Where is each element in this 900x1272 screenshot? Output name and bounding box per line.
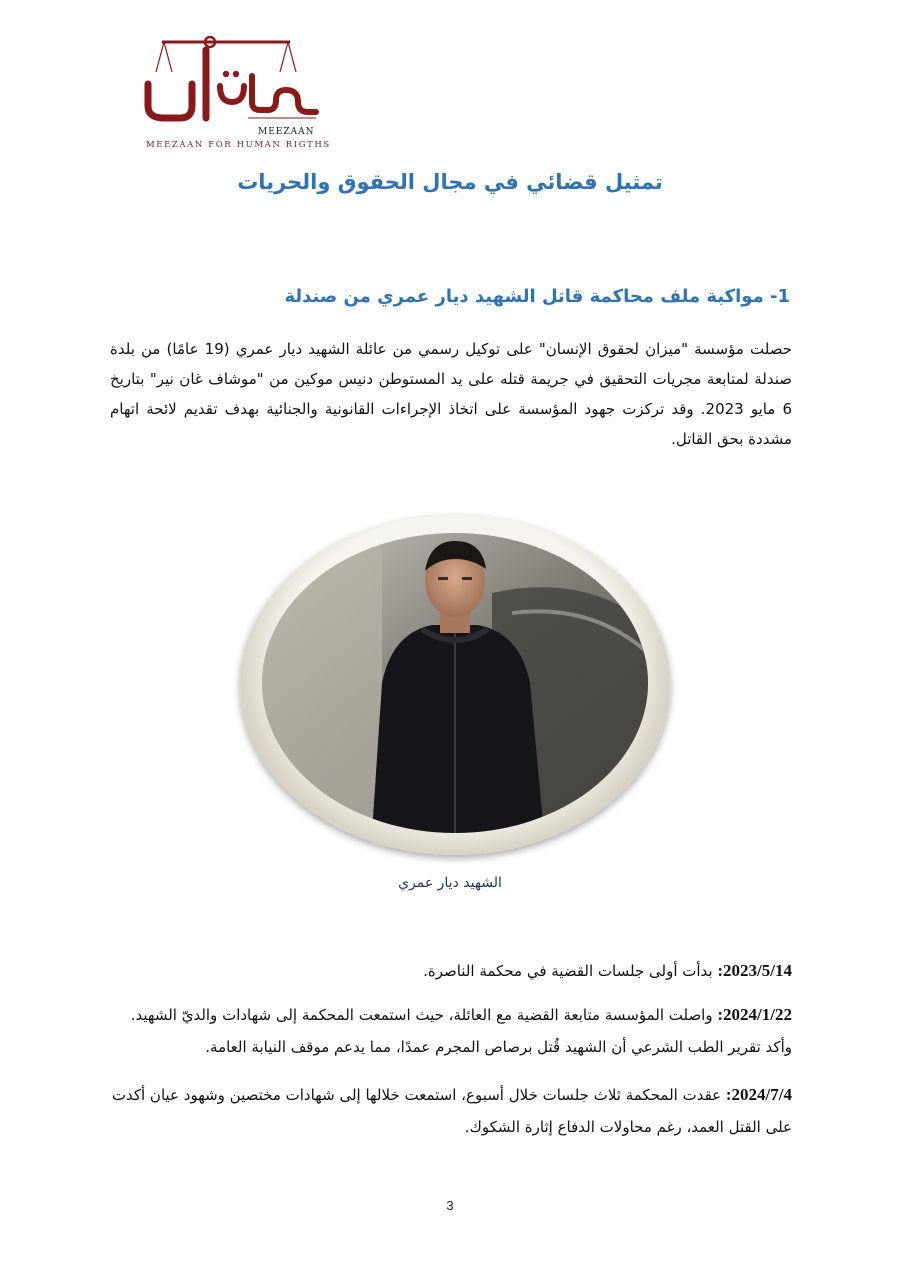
- logo-subtitle: MEEZAAN FOR HUMAN RIGTHS: [146, 140, 331, 150]
- timeline-date: 2024/7/4:: [725, 1085, 792, 1104]
- timeline-text: عقدت المحكمة ثلاث جلسات خلال أسبوع، استمعت خلالها إلى شهادات مختصين وشهود عيان أكدت على القتل العمد، رغم محاولات الدفاع إثارة الشكوك.: [111, 1086, 792, 1136]
- timeline-entry: [110, 955, 792, 987]
- timeline-entry: [110, 999, 792, 1063]
- meezaan-scales-logo-icon: [140, 36, 320, 128]
- timeline-text: واصلت المؤسسة متابعة القضية مع العائلة، حيث استمعت المحكمة إلى شهادات والديّ الشهيد. وأكد تقرير الطب الشرعي أن الشهيد قُتل برصاص المجرم عمدًا، مما يدعم موقف النيابة العامة.: [130, 1006, 792, 1056]
- page-title: تمثيل قضائي في مجال الحقوق والحريات: [237, 170, 663, 194]
- section-heading: 1- مواكبة ملف محاكمة قاتل الشهيد ديار عمري من صندلة: [284, 286, 790, 307]
- timeline-text: بدأت أولى جلسات القضية في محكمة الناصرة.: [423, 962, 718, 980]
- timeline-entry: [110, 1079, 792, 1143]
- logo-latin-wordmark: MEEZAAN: [258, 127, 315, 137]
- meezaan-logo: [140, 36, 331, 150]
- page-number: 3: [446, 1198, 454, 1213]
- martyr-portrait-image: [262, 533, 648, 833]
- timeline-date: 2023/5/14:: [717, 961, 792, 980]
- photo-caption: الشهيد ديار عمري: [398, 875, 502, 891]
- timeline-date: 2024/1/22:: [717, 1005, 792, 1024]
- intro-paragraph: حصلت مؤسسة "ميزان لحقوق الإنسان" على توكيل رسمي من عائلة الشهيد ديار عمري (19 عامًا) من بلدة صندلة لمتابعة مجريات التحقيق في جريمة قتله على يد المستوطن دنيس موكين من "موشاف غان نير" بتاريخ 6 مايو 2023. وقد تركزت جهود المؤسسة على اتخاذ الإجراءات القانونية والجنائية بهدف تقديم لائحة اتهام مشددة بحق القاتل.: [110, 340, 792, 448]
